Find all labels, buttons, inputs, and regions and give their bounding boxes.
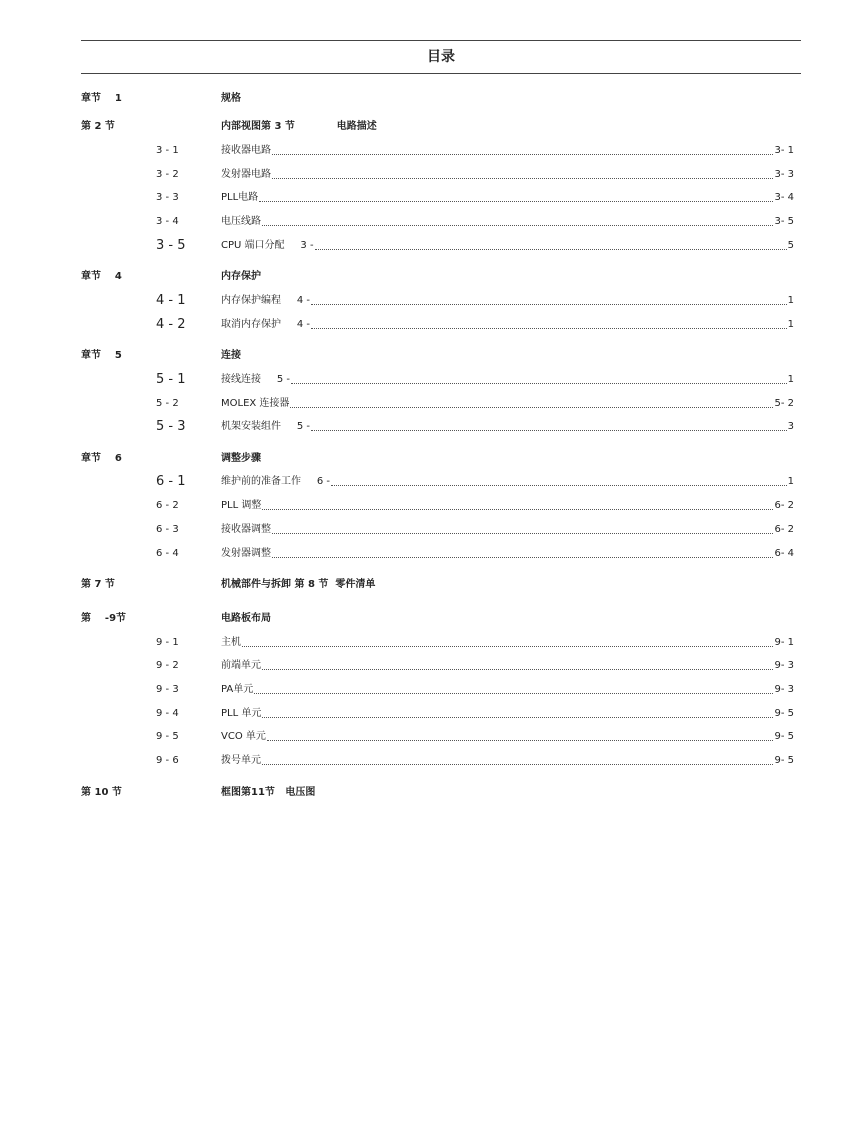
entry-number: 6 - 4 — [156, 548, 179, 559]
toc-entry-link[interactable] — [221, 317, 794, 333]
toc-entry-link[interactable] — [221, 372, 794, 388]
entry-number: 4 - 2 — [156, 317, 186, 332]
chapter-number: 第 7 节 — [81, 579, 115, 590]
entry-title: 拨号单元 — [221, 755, 261, 766]
toc-entry-link[interactable] — [221, 167, 794, 183]
chapter-number: 章节 5 — [81, 350, 122, 361]
toc-chapter-row — [0, 451, 841, 467]
chapter-number: 第 2 节 — [81, 121, 115, 132]
entry-number: 9 - 2 — [156, 660, 179, 671]
toc-entry-row — [0, 372, 841, 388]
entry-number: 6 - 2 — [156, 500, 179, 511]
top-rule — [81, 40, 801, 41]
toc-entry-row — [0, 682, 841, 698]
page-number: 3- 3 — [774, 169, 794, 180]
entry-number: 6 - 3 — [156, 524, 179, 535]
dot-leader — [291, 383, 787, 384]
toc-entry-row — [0, 238, 841, 254]
toc-entry-row — [0, 635, 841, 651]
entry-number: 9 - 3 — [156, 684, 179, 695]
entry-title: 电压线路 — [221, 216, 261, 227]
toc-entry-link[interactable] — [221, 658, 794, 674]
toc-entry-link[interactable] — [221, 238, 794, 254]
dot-leader — [311, 304, 787, 305]
entry-number: 3 - 5 — [156, 238, 186, 253]
toc-entry-link[interactable] — [221, 706, 794, 722]
toc-chapter-row — [0, 785, 841, 801]
dot-leader — [254, 693, 773, 694]
page-number: 1 — [787, 374, 794, 385]
entry-title: 取消内存保护 4 - — [221, 319, 311, 330]
entry-number: 5 - 2 — [156, 398, 179, 409]
chapter-heading: 电路板布局 — [221, 613, 271, 624]
toc-entry-row — [0, 498, 841, 514]
page-number: 6- 2 — [774, 500, 794, 511]
entry-title: MOLEX 连接器 — [221, 398, 290, 409]
chapter-heading: 连接 — [221, 350, 241, 361]
entry-title: 机架安装组件 5 - — [221, 421, 311, 432]
page-number: 1 — [787, 319, 794, 330]
page-number: 1 — [787, 295, 794, 306]
dot-leader — [259, 201, 773, 202]
toc-entry-row — [0, 143, 841, 159]
chapter-heading: 内存保护 — [221, 271, 261, 282]
entry-title: PLL 调整 — [221, 500, 262, 511]
page-number: 9- 5 — [774, 731, 794, 742]
chapter-heading: 框图第11节 电压图 — [221, 787, 316, 798]
toc-entry-row — [0, 522, 841, 538]
toc-entry-link[interactable] — [221, 729, 794, 745]
toc-chapter-row — [0, 119, 841, 135]
toc-entry-link[interactable] — [221, 396, 794, 412]
page-number: 9- 1 — [774, 637, 794, 648]
entry-number: 3 - 1 — [156, 145, 179, 156]
page-number: 3- 5 — [774, 216, 794, 227]
entry-number: 9 - 4 — [156, 708, 179, 719]
chapter-heading: 机械部件与拆卸 第 8 节 零件清单 — [221, 579, 376, 590]
toc-chapter-row — [0, 269, 841, 285]
entry-title: 接收器调整 — [221, 524, 271, 535]
entry-title: CPU 端口分配 3 - — [221, 240, 314, 251]
entry-title: VCO 单元 — [221, 731, 266, 742]
page-number: 9- 3 — [774, 684, 794, 695]
page-number: 5- 2 — [774, 398, 794, 409]
toc-entry-link[interactable] — [221, 682, 794, 698]
dot-leader — [311, 328, 787, 329]
dot-leader — [315, 249, 787, 250]
entry-number: 9 - 5 — [156, 731, 179, 742]
entry-title: PLL电路 — [221, 192, 259, 203]
toc-entry-row — [0, 419, 841, 435]
entry-number: 9 - 6 — [156, 755, 179, 766]
toc-chapter-row — [0, 348, 841, 364]
dot-leader — [262, 509, 773, 510]
toc-entry-link[interactable] — [221, 419, 794, 435]
toc-entry-link[interactable] — [221, 546, 794, 562]
entry-title: 维护前的准备工作 6 - — [221, 476, 331, 487]
entry-number: 5 - 3 — [156, 419, 186, 434]
page-number: 5 — [787, 240, 794, 251]
page-number: 3 — [787, 421, 794, 432]
chapter-heading: 内部视图第 3 节 电路描述 — [221, 121, 377, 132]
chapter-number: 第 10 节 — [81, 787, 122, 798]
entry-title: 接收器电路 — [221, 145, 271, 156]
page-number: 9- 3 — [774, 660, 794, 671]
dot-leader — [262, 669, 773, 670]
dot-leader — [311, 430, 787, 431]
toc-entry-link[interactable] — [221, 522, 794, 538]
entry-title: 内存保护编程 4 - — [221, 295, 311, 306]
page-number: 6- 4 — [774, 548, 794, 559]
entry-number: 3 - 3 — [156, 192, 179, 203]
toc-chapter-row — [0, 611, 841, 627]
toc-entry-row — [0, 167, 841, 183]
toc-entry-row — [0, 753, 841, 769]
toc-entry-link[interactable] — [221, 635, 794, 651]
entry-number: 5 - 1 — [156, 372, 186, 387]
toc-entry-link[interactable] — [221, 143, 794, 159]
toc-entry-row — [0, 317, 841, 333]
toc-entry-row — [0, 214, 841, 230]
dot-leader — [272, 557, 773, 558]
toc-entry-row — [0, 474, 841, 490]
dot-leader — [267, 740, 774, 741]
toc-entry-link[interactable] — [221, 753, 794, 769]
page-title: 目录 — [427, 49, 455, 65]
toc-entry-row — [0, 293, 841, 309]
toc-entry-row — [0, 396, 841, 412]
page-number: 3- 4 — [774, 192, 794, 203]
toc-entry-row — [0, 706, 841, 722]
chapter-number: 第 -9节 — [81, 613, 127, 624]
toc-entry-row — [0, 190, 841, 206]
entry-number: 3 - 4 — [156, 216, 179, 227]
page-number: 3- 1 — [774, 145, 794, 156]
page-number: 6- 2 — [774, 524, 794, 535]
chapter-heading: 调整步骤 — [221, 453, 261, 464]
toc-entry-link[interactable] — [221, 474, 794, 490]
dot-leader — [272, 533, 773, 534]
dot-leader — [242, 646, 773, 647]
page-number: 9- 5 — [774, 708, 794, 719]
page-number: 9- 5 — [774, 755, 794, 766]
entry-title: 发射器调整 — [221, 548, 271, 559]
entry-number: 4 - 1 — [156, 293, 186, 308]
toc-entry-link[interactable] — [221, 214, 794, 230]
dot-leader — [331, 485, 787, 486]
entry-number: 3 - 2 — [156, 169, 179, 180]
page-number: 1 — [787, 476, 794, 487]
entry-title: 前端单元 — [221, 660, 261, 671]
dot-leader — [262, 764, 773, 765]
dot-leader — [262, 717, 773, 718]
entry-title: 发射器电路 — [221, 169, 271, 180]
toc-entry-row — [0, 658, 841, 674]
chapter-number: 章节 6 — [81, 453, 122, 464]
toc-chapter-row — [0, 577, 841, 593]
entry-number: 9 - 1 — [156, 637, 179, 648]
toc-entry-link[interactable] — [221, 293, 794, 309]
dot-leader — [272, 178, 773, 179]
entry-number: 6 - 1 — [156, 474, 186, 489]
chapter-number: 章节 4 — [81, 271, 122, 282]
chapter-number: 章节 1 — [81, 93, 122, 104]
entry-title: 主机 — [221, 637, 241, 648]
toc-entry-link[interactable] — [221, 190, 794, 206]
chapter-heading: 规格 — [221, 93, 241, 104]
entry-title: PLL 单元 — [221, 708, 262, 719]
toc-entry-link[interactable] — [221, 498, 794, 514]
toc-entry-row — [0, 546, 841, 562]
entry-title: 接线连接 5 - — [221, 374, 291, 385]
toc-entry-row — [0, 729, 841, 745]
entry-title: PA单元 — [221, 684, 254, 695]
toc-chapter-row — [0, 91, 841, 107]
dot-leader — [290, 407, 773, 408]
dot-leader — [272, 154, 773, 155]
dot-leader — [262, 225, 773, 226]
title-rule — [81, 73, 801, 74]
